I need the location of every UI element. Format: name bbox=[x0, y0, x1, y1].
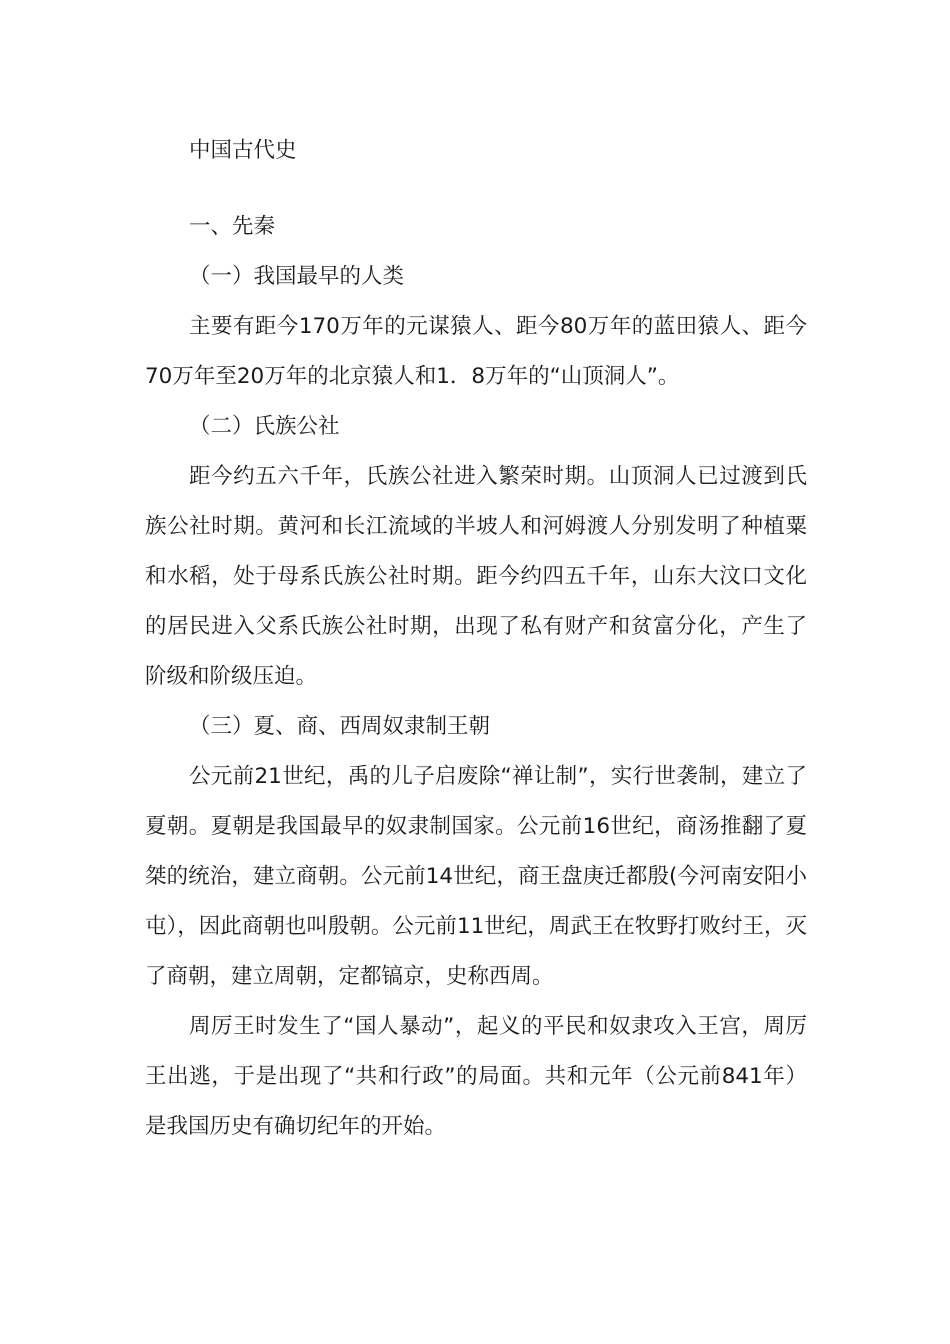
document-title: 中国古代史 bbox=[189, 138, 297, 163]
paragraph-gonghe-regency: 周厉王时发生了“国人暴动”，起义的平民和奴隶攻入王宫，周厉王出逃，于是出现了“共和行政”的局面。共和元年（公元前841年）是我国历史有确切纪年的开始。 bbox=[145, 1014, 807, 1139]
subsection-heading-clan-commune: （二）氏族公社 bbox=[189, 414, 340, 439]
paragraph-earliest-humans: 主要有距今170万年的元谋猿人、距今80万年的蓝田猿人、距今70万年至20万年的北京猿人和1．8万年的“山顶洞人”。 bbox=[145, 314, 807, 389]
subsection-heading-earliest-humans: （一）我国最早的人类 bbox=[189, 264, 405, 289]
paragraph-xia-shang-zhou: 公元前21世纪，禹的儿子启废除“禅让制”，实行世袭制，建立了夏朝。夏朝是我国最早的奴隶制国家。公元前16世纪，商汤推翻了夏桀的统治，建立商朝。公元前14世纪，商王盘庚迁都殷(今河南安阳小屯），因此商朝也叫殷朝。公元前11世纪，周武王在牧野打败纣王，灭了商朝，建立周朝，定都镐京，史称西周。 bbox=[145, 764, 807, 989]
document-body bbox=[145, 126, 807, 1152]
section-heading: 一、先秦 bbox=[189, 214, 276, 239]
subsection-heading-slave-dynasties: （三）夏、商、西周奴隶制王朝 bbox=[189, 714, 491, 739]
paragraph-clan-commune: 距今约五六千年，氏族公社进入繁荣时期。山顶洞人已过渡到氏族公社时期。黄河和长江流域的半坡人和河姆渡人分别发明了种植粟和水稻，处于母系氏族公社时期。距今约四五千年，山东大汶口文化的居民进入父系氏族公社时期，出现了私有财产和贫富分化，产生了阶级和阶级压迫。 bbox=[145, 464, 807, 689]
